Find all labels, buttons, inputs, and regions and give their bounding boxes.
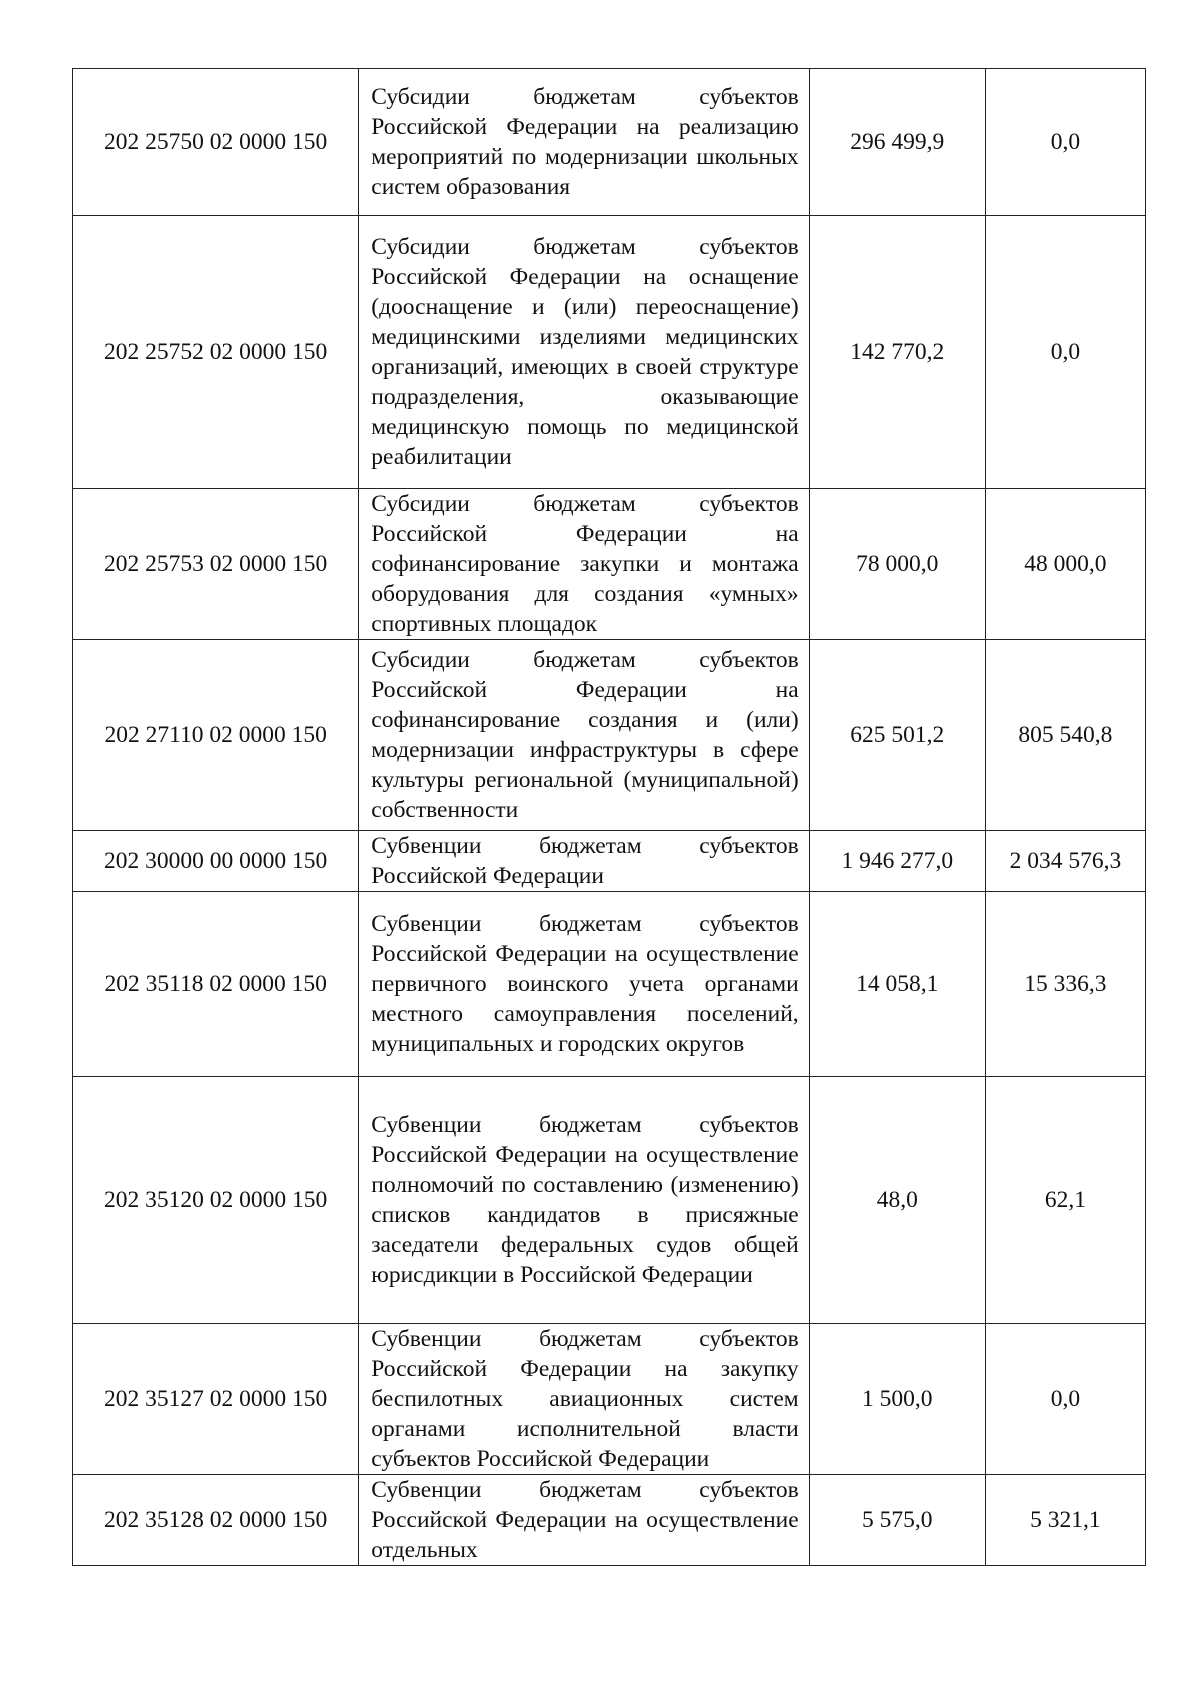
description-cell: Субсидии бюджетам субъектов Российской Федерации на реализацию мероприятий по модернизации школьных систем образования (359, 69, 809, 216)
amount-second-year-cell: 62,1 (985, 1077, 1145, 1324)
budget-code-cell: 202 30000 00 0000 150 (73, 831, 359, 892)
amount-first-year-cell: 78 000,0 (809, 489, 985, 640)
description-cell: Субвенции бюджетам субъектов Российской Федерации на осуществление первичного воинского учета органами местного самоуправления поселений, муниципальных и городских округов (359, 892, 809, 1077)
amount-first-year-cell: 5 575,0 (809, 1475, 985, 1566)
description-cell: Субсидии бюджетам субъектов Российской Федерации на софинансирование закупки и монтажа оборудования для создания «умных» спортивных площадок (359, 489, 809, 640)
budget-revenue-table (72, 68, 1146, 1566)
table-row (73, 892, 1146, 1077)
amount-second-year-cell: 0,0 (985, 69, 1145, 216)
table-row (73, 1077, 1146, 1324)
amount-second-year-cell: 805 540,8 (985, 640, 1145, 831)
budget-code-cell: 202 25750 02 0000 150 (73, 69, 359, 216)
budget-code-cell: 202 35118 02 0000 150 (73, 892, 359, 1077)
amount-second-year-cell: 2 034 576,3 (985, 831, 1145, 892)
description-cell: Субвенции бюджетам субъектов Российской Федерации на осуществление полномочий по составлению (изменению) списков кандидатов в присяжные заседатели федеральных судов общей юрисдикции в Российской Федерации (359, 1077, 809, 1324)
amount-first-year-cell: 1 500,0 (809, 1324, 985, 1475)
budget-code-cell: 202 25752 02 0000 150 (73, 216, 359, 489)
description-cell: Субсидии бюджетам субъектов Российской Федерации на оснащение (дооснащение и (или) переоснащение) медицинскими изделиями медицинских организаций, имеющих в своей структуре подразделения, оказывающие медицинскую помощь по медицинской реабилитации (359, 216, 809, 489)
description-cell: Субвенции бюджетам субъектов Российской Федерации на осуществление отдельных (359, 1475, 809, 1566)
table-row (73, 831, 1146, 892)
table-row (73, 489, 1146, 640)
amount-first-year-cell: 296 499,9 (809, 69, 985, 216)
budget-code-cell: 202 25753 02 0000 150 (73, 489, 359, 640)
budget-code-cell: 202 35128 02 0000 150 (73, 1475, 359, 1566)
amount-first-year-cell: 142 770,2 (809, 216, 985, 489)
amount-second-year-cell: 48 000,0 (985, 489, 1145, 640)
table-row (73, 69, 1146, 216)
description-cell: Субсидии бюджетам субъектов Российской Федерации на софинансирование создания и (или) модернизации инфраструктуры в сфере культуры региональной (муниципальной) собственности (359, 640, 809, 831)
table-row (73, 1475, 1146, 1566)
budget-code-cell: 202 35127 02 0000 150 (73, 1324, 359, 1475)
description-cell: Субвенции бюджетам субъектов Российской Федерации на закупку беспилотных авиационных систем органами исполнительной власти субъектов Российской Федерации (359, 1324, 809, 1475)
amount-first-year-cell: 14 058,1 (809, 892, 985, 1077)
table-row (73, 216, 1146, 489)
amount-second-year-cell: 0,0 (985, 1324, 1145, 1475)
description-cell: Субвенции бюджетам субъектов Российской Федерации (359, 831, 809, 892)
budget-code-cell: 202 27110 02 0000 150 (73, 640, 359, 831)
amount-first-year-cell: 625 501,2 (809, 640, 985, 831)
amount-second-year-cell: 15 336,3 (985, 892, 1145, 1077)
amount-first-year-cell: 1 946 277,0 (809, 831, 985, 892)
amount-second-year-cell: 5 321,1 (985, 1475, 1145, 1566)
budget-code-cell: 202 35120 02 0000 150 (73, 1077, 359, 1324)
table-row (73, 1324, 1146, 1475)
amount-first-year-cell: 48,0 (809, 1077, 985, 1324)
amount-second-year-cell: 0,0 (985, 216, 1145, 489)
table-row (73, 640, 1146, 831)
